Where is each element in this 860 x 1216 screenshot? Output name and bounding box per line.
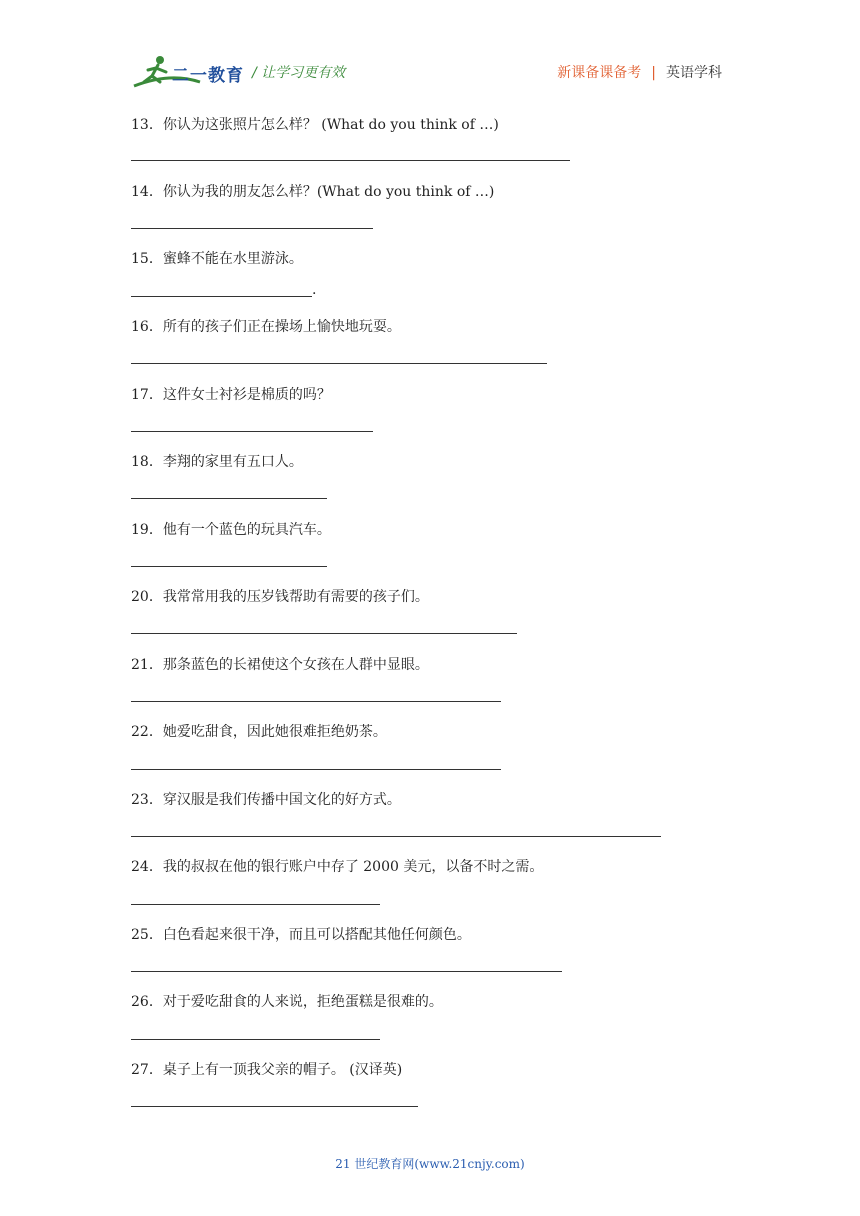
- question-19: 19．他有一个蓝色的玩具汽车。: [131, 522, 331, 538]
- answer-line-17[interactable]: [131, 431, 373, 432]
- question-23: 23．穿汉服是我们传播中国文化的好方式。: [131, 792, 401, 808]
- question-15: 15．蜜蜂不能在水里游泳。: [131, 251, 303, 267]
- header-slogan: / 让学习更有效: [252, 65, 346, 81]
- answer-line-18[interactable]: [131, 498, 327, 499]
- answer-line-13[interactable]: [131, 160, 570, 161]
- logo-text: 二一教育: [172, 66, 244, 86]
- question-14: 14．你认为我的朋友怎么样？(What do you think of …): [131, 184, 495, 200]
- header-separator: |: [651, 65, 656, 81]
- question-27: 27．桌子上有一顶我父亲的帽子。 (汉译英): [131, 1062, 403, 1078]
- question-16: 16．所有的孩子们正在操场上愉快地玩耍。: [131, 319, 401, 335]
- page-header: [0, 0, 860, 100]
- question-25: 25．白色看起来很干净，而且可以搭配其他任何颜色。: [131, 927, 471, 943]
- question-17: 17．这件女士衬衫是棉质的吗？: [131, 387, 331, 403]
- answer-line-19[interactable]: [131, 566, 327, 567]
- question-26: 26．对于爱吃甜食的人来说，拒绝蛋糕是很难的。: [131, 994, 443, 1010]
- page-footer: 21 世纪教育网(www.21cnjy.com): [335, 1157, 525, 1171]
- header-course-label: 新课备课备考: [557, 65, 642, 81]
- question-13: 13．你认为这张照片怎么样？ (What do you think of …): [131, 117, 499, 133]
- answer-line-15[interactable]: [131, 296, 312, 297]
- answer-line-21[interactable]: [131, 701, 501, 702]
- answer-line-24[interactable]: [131, 904, 380, 905]
- question-20: 20．我常常用我的压岁钱帮助有需要的孩子们。: [131, 589, 429, 605]
- answer-line-22[interactable]: [131, 769, 501, 770]
- answer-line-25[interactable]: [131, 971, 562, 972]
- answer-line-27[interactable]: [131, 1106, 418, 1107]
- question-21: 21．那条蓝色的长裙使这个女孩在人群中显眼。: [131, 657, 429, 673]
- question-22: 22．她爱吃甜食，因此她很难拒绝奶茶。: [131, 724, 387, 740]
- answer-suffix-15: .: [312, 282, 317, 298]
- answer-line-26[interactable]: [131, 1039, 380, 1040]
- answer-line-20[interactable]: [131, 633, 517, 634]
- answer-line-16[interactable]: [131, 363, 547, 364]
- question-18: 18．李翔的家里有五口人。: [131, 454, 303, 470]
- header-subject: 英语学科: [666, 65, 722, 81]
- answer-line-14[interactable]: [131, 228, 373, 229]
- answer-line-23[interactable]: [131, 836, 661, 837]
- question-24: 24．我的叔叔在他的银行账户中存了 2000 美元，以备不时之需。: [131, 859, 544, 875]
- header-subject-label: [557, 62, 722, 82]
